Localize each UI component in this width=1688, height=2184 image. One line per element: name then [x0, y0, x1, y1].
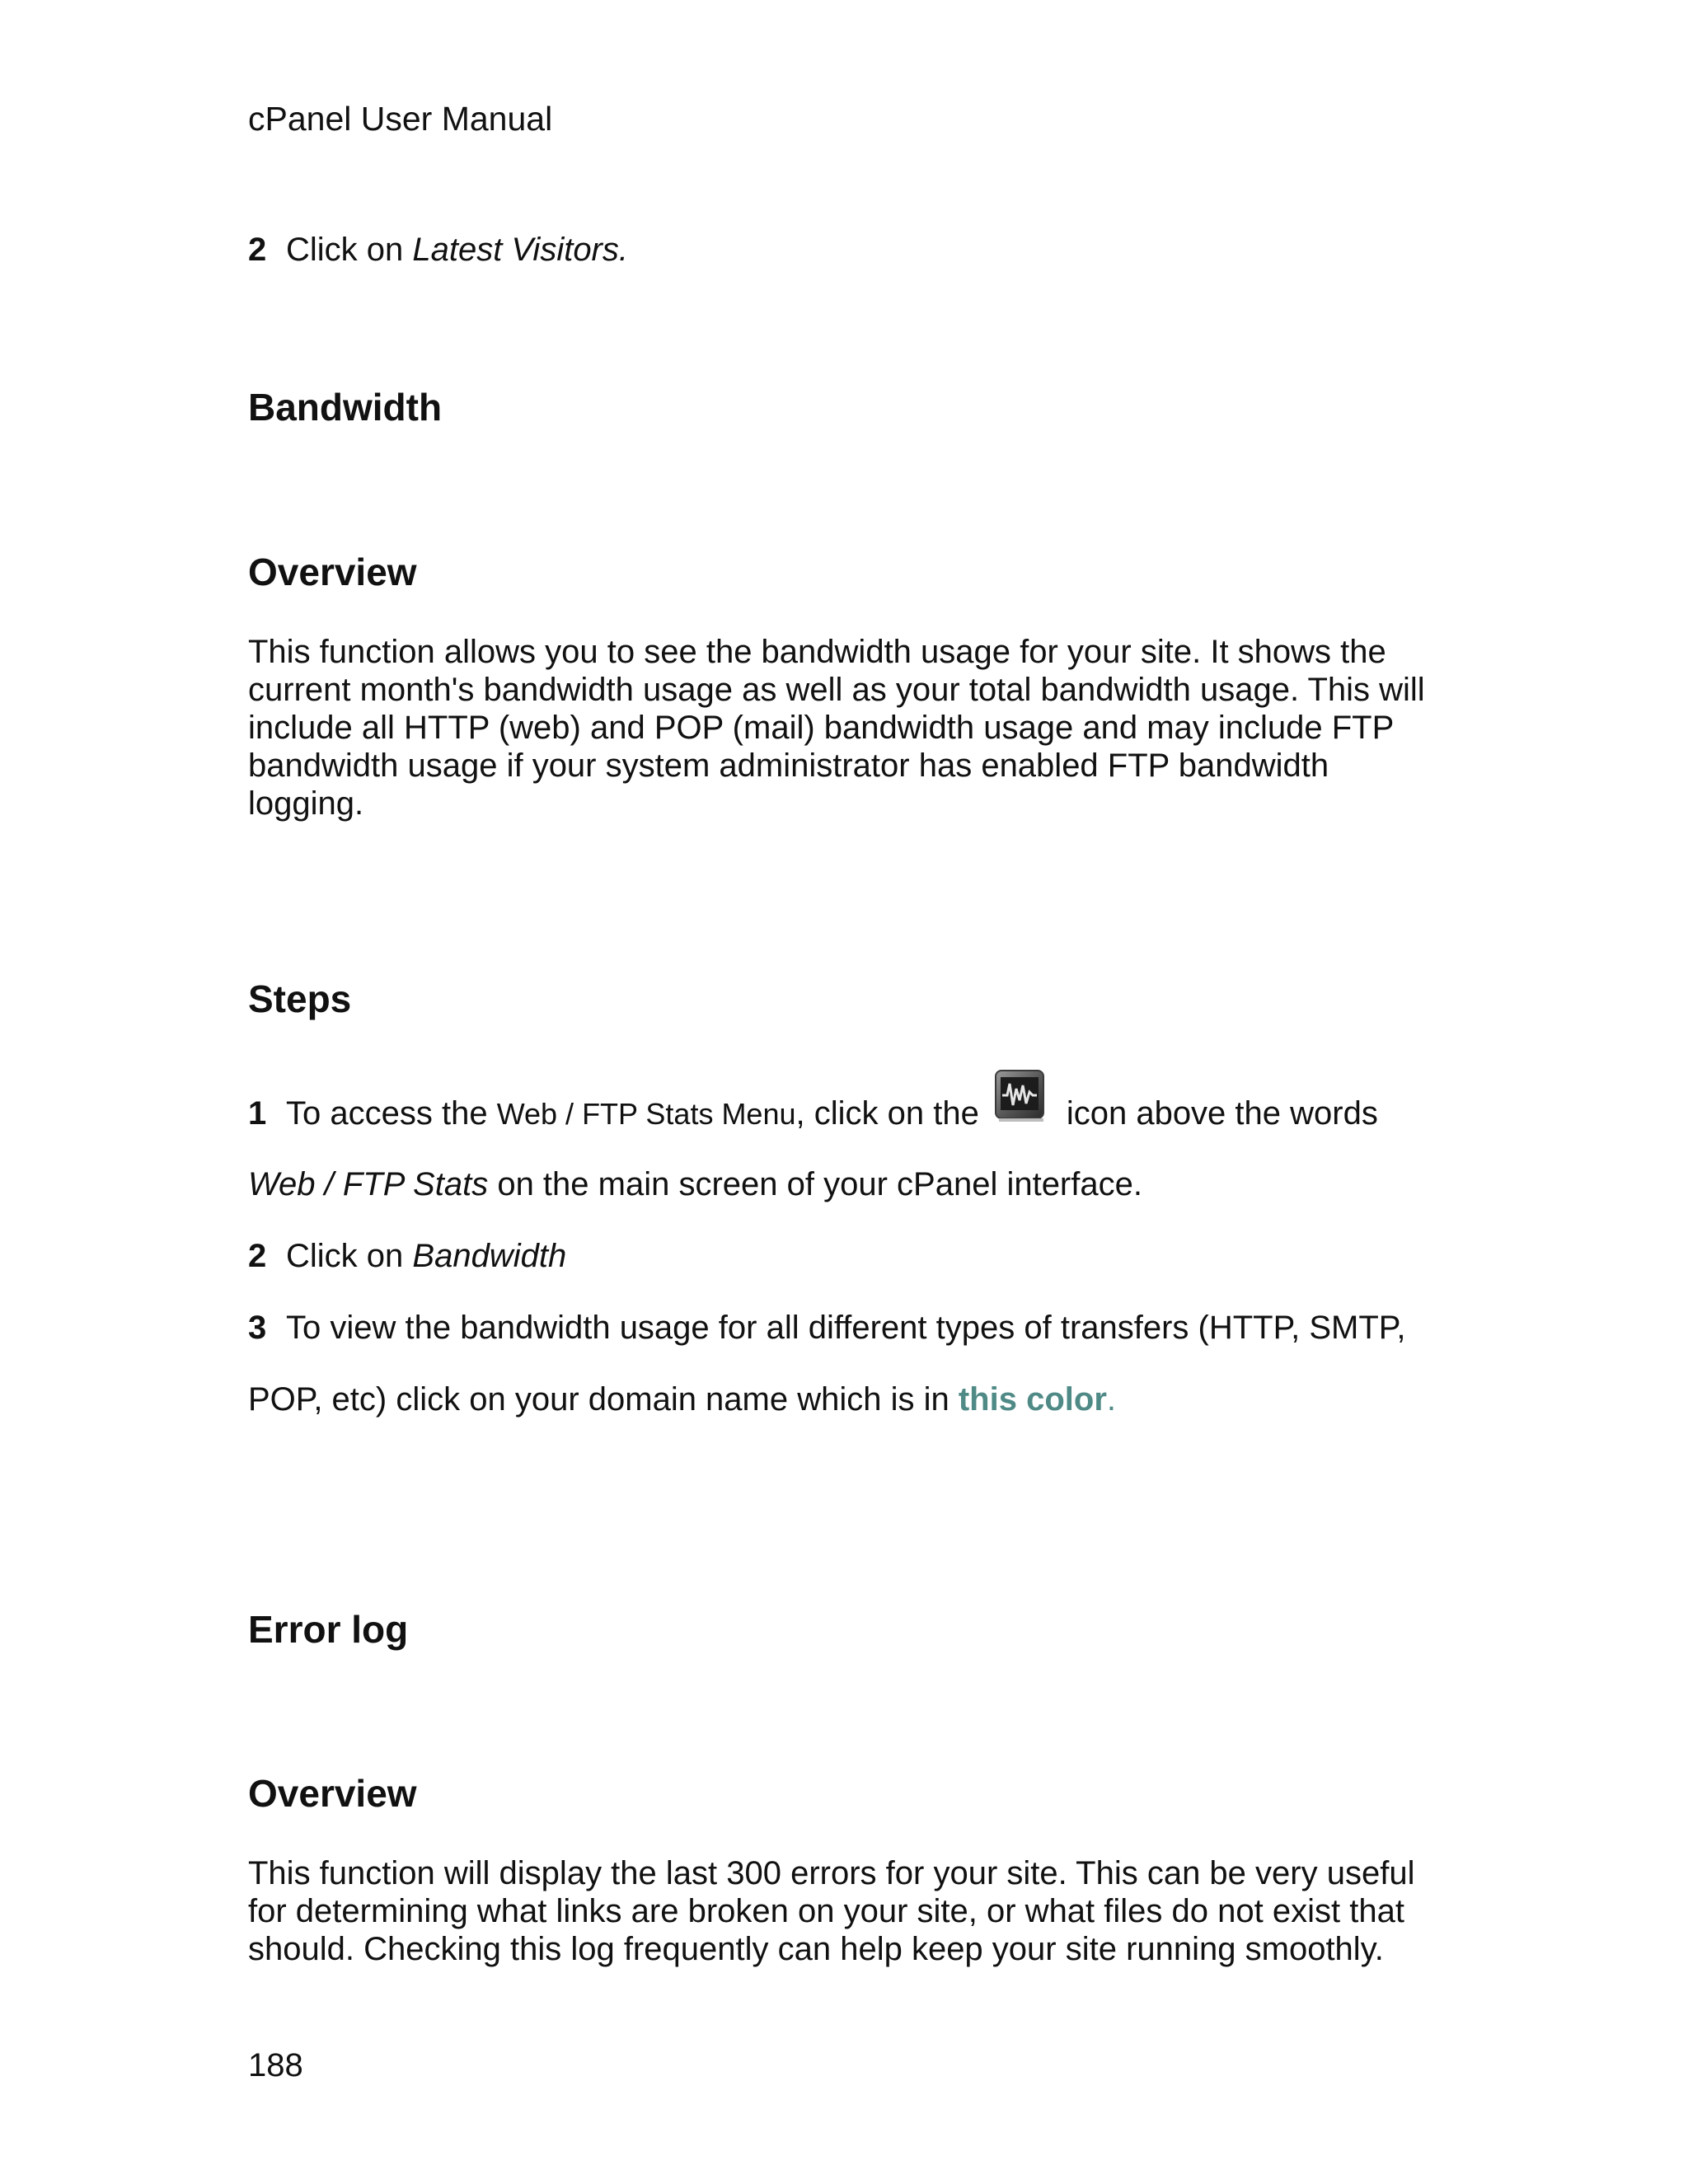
step-3-continued: [248, 1378, 1116, 1421]
paragraph-line: should. Checking this log frequently can help keep your site running smoothly.: [248, 1931, 1384, 1967]
paragraph-line: include all HTTP (web) and POP (mail) bandwidth usage and may include FTP: [248, 710, 1395, 746]
paragraph-line: logging.: [248, 785, 364, 822]
step-number: 1: [248, 1095, 267, 1132]
step-emphasis: Latest Visitors.: [412, 232, 628, 268]
paragraph-line: for determining what links are broken on your site, or what files do not exist that: [248, 1893, 1404, 1929]
step-emphasis: Web / FTP Stats: [248, 1166, 489, 1202]
step-text: Click on: [286, 1238, 413, 1274]
step-text: , click on the: [795, 1095, 979, 1132]
menu-name: Web / FTP Stats Menu: [496, 1097, 796, 1131]
sentence-period: .: [1106, 1381, 1117, 1418]
step-2: [248, 1235, 566, 1277]
step-text: POP, etc) click on your domain name which is in: [248, 1381, 959, 1418]
step-number: 2: [248, 1238, 267, 1274]
paragraph-line: current month's bandwidth usage as well as your total bandwidth usage. This will: [248, 672, 1425, 708]
step-1: [248, 1092, 1378, 1136]
step-3: [248, 1306, 1405, 1349]
step-text: Click on: [286, 232, 413, 268]
section-title-bandwidth: Bandwidth: [248, 386, 443, 429]
step-1-continued: [248, 1163, 1142, 1206]
bandwidth-overview-heading: Overview: [248, 551, 417, 593]
step-text: To access the: [286, 1095, 497, 1132]
domain-color-sample: this color: [958, 1381, 1107, 1418]
running-header: cPanel User Manual: [248, 100, 553, 138]
step-number: 2: [248, 232, 267, 268]
page-number: 188: [248, 2047, 303, 2083]
step-text: To view the bandwidth usage for all different types of transfers (HTTP, SMTP,: [286, 1310, 1406, 1346]
steps-heading: Steps: [248, 977, 352, 1020]
bandwidth-overview-paragraph: [248, 633, 1451, 823]
step-text: on the main screen of your cPanel interface.: [488, 1166, 1142, 1202]
step-number: 3: [248, 1310, 267, 1346]
intro-step-2: [248, 228, 628, 271]
error-log-overview-paragraph: [248, 1854, 1451, 1968]
step-emphasis: Bandwidth: [412, 1238, 567, 1274]
section-title-error-log: Error log: [248, 1608, 409, 1651]
error-log-overview-heading: Overview: [248, 1772, 417, 1815]
web-ftp-stats-icon: [991, 1067, 1048, 1125]
paragraph-line: bandwidth usage if your system administrator has enabled FTP bandwidth: [248, 748, 1329, 784]
paragraph-line: This function allows you to see the bandwidth usage for your site. It shows the: [248, 634, 1386, 670]
step-text: icon above the words: [1066, 1095, 1378, 1132]
paragraph-line: This function will display the last 300 errors for your site. This can be very useful: [248, 1855, 1415, 1891]
